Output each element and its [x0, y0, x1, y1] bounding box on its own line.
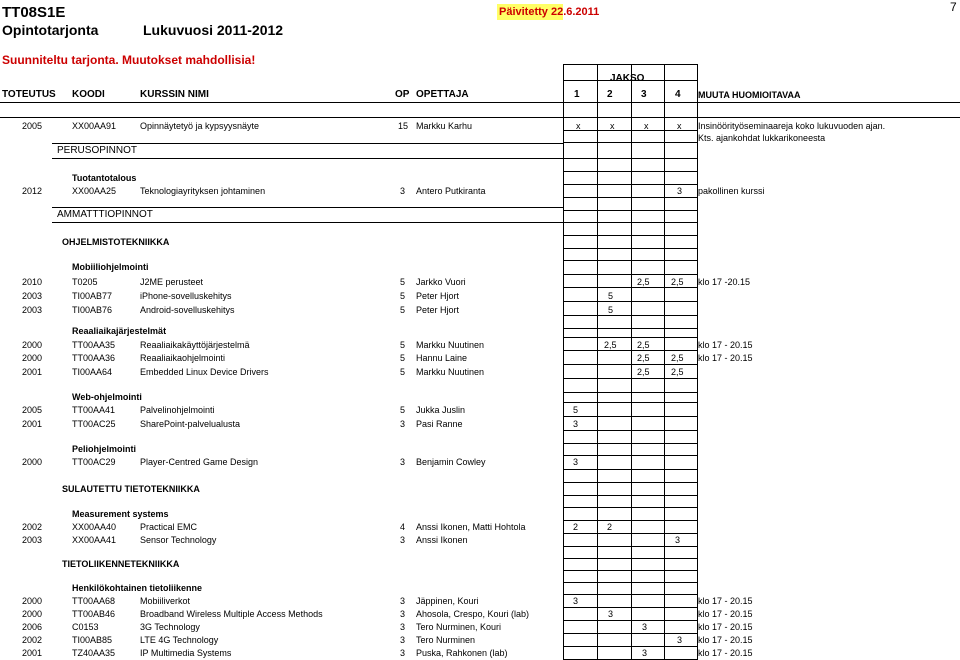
row-p4: 2,5	[671, 353, 684, 363]
row-code: T0205	[72, 277, 98, 287]
subsection-measurement: Measurement systems	[72, 509, 169, 519]
row-p3: x	[644, 121, 649, 131]
grid-line	[563, 210, 697, 211]
academic-year: Lukuvuosi 2011-2012	[143, 22, 284, 38]
row-op: 3	[400, 535, 406, 545]
row-teacher: Tero Nurminen, Kouri	[416, 622, 502, 632]
row-name: Palvelinohjelmointi	[140, 405, 215, 415]
grid-line	[563, 378, 697, 379]
grid-line	[563, 364, 697, 365]
grid-line	[563, 558, 697, 559]
row-year: 2000	[22, 457, 43, 467]
col-p2: 2	[607, 89, 613, 100]
row-op: 5	[400, 291, 406, 301]
row-teacher: Markku Nuutinen	[416, 367, 485, 377]
row-op: 5	[400, 353, 406, 363]
col-p4: 4	[675, 89, 681, 100]
grid-line	[563, 64, 697, 65]
jakso-header: JAKSO	[610, 73, 645, 84]
grid-line	[563, 469, 697, 470]
grid-line	[563, 235, 697, 236]
row-year: 2000	[22, 596, 43, 606]
row-op: 5	[400, 277, 406, 287]
row-op: 3	[400, 622, 406, 632]
col-nimi: KURSSIN NIMI	[140, 89, 209, 100]
row-note: klo 17 - 20.15	[698, 609, 753, 619]
row-note: klo 17 - 20.15	[698, 622, 753, 632]
grid-line	[563, 533, 697, 534]
row-name: Reaaliaikakäyttöjärjestelmä	[140, 340, 250, 350]
header-rule	[0, 102, 960, 103]
row-note: klo 17 - 20.15	[698, 353, 753, 363]
row-teacher: Benjamin Cowley	[416, 457, 486, 467]
row-op: 3	[400, 457, 406, 467]
row-code: TZ40AA35	[72, 648, 116, 658]
row-code: XX00AA91	[72, 121, 117, 131]
subsection-tuotantotalous: Tuotantotalous	[72, 173, 137, 183]
row-year: 2001	[22, 419, 43, 429]
col-op: OP	[395, 89, 410, 100]
row-year: 2003	[22, 305, 43, 315]
row-name: J2ME perusteet	[140, 277, 204, 287]
col-huom: MUUTA HUOMIOITAVAA	[698, 90, 801, 100]
row-name: Android-sovelluskehitys	[140, 305, 235, 315]
row-year: 2000	[22, 609, 43, 619]
grid-line	[563, 402, 697, 403]
row-note: Insinöörityöseminaareja koko lukuvuoden ajan.	[698, 121, 886, 131]
row-p3: 2,5	[637, 340, 650, 350]
grid-line	[563, 430, 697, 431]
row-code: TI00AB77	[72, 291, 113, 301]
row-code: TT00AC25	[72, 419, 116, 429]
row-year: 2010	[22, 277, 43, 287]
row-op: 3	[400, 648, 406, 658]
row-p2: 5	[608, 291, 614, 301]
row-code: TI00AB76	[72, 305, 113, 315]
row-op: 3	[400, 419, 406, 429]
row-name: Mobiiliverkot	[140, 596, 191, 606]
section-overline	[52, 143, 563, 144]
subsection-mobiili: Mobiiliohjelmointi	[72, 262, 149, 272]
row-p3: 2,5	[637, 277, 650, 287]
row-p2: x	[610, 121, 615, 131]
row-p4: x	[677, 121, 682, 131]
row-teacher: Hannu Laine	[416, 353, 468, 363]
grid-line	[563, 117, 697, 118]
row-teacher: Ahosola, Crespo, Kouri (lab)	[416, 609, 530, 619]
row-year: 2005	[22, 121, 43, 131]
row-note: klo 17 - 20.15	[698, 648, 753, 658]
row-name: SharePoint-palvelualusta	[140, 419, 241, 429]
grid-line	[563, 507, 697, 508]
grid-line	[563, 102, 697, 103]
row-p4: 3	[677, 635, 683, 645]
grid-line	[563, 455, 697, 456]
row-note: klo 17 - 20.15	[698, 340, 753, 350]
row-op: 5	[400, 305, 406, 315]
grid-line	[563, 248, 697, 249]
row-teacher: Tero Nurminen	[416, 635, 476, 645]
row-p2: 3	[608, 609, 614, 619]
row-year: 2001	[22, 648, 43, 658]
grid-line	[563, 197, 697, 198]
grid-line	[563, 620, 697, 621]
col-p3: 3	[641, 89, 647, 100]
subsection-tietoliikenne: TIETOLIIKENNETEKNIIKKA	[62, 559, 180, 569]
doc-code: TT08S1E	[2, 4, 66, 21]
row-op: 5	[400, 367, 406, 377]
doc-subtitle: Opintotarjonta	[2, 22, 99, 38]
grid-line	[563, 546, 697, 547]
subsection-henkilo: Henkilökohtainen tietoliikenne	[72, 583, 203, 593]
grid-line	[563, 520, 697, 521]
grid-line	[563, 171, 697, 172]
notice-text: Suunniteltu tarjonta. Muutokset mahdollisia!	[2, 53, 256, 67]
grid-line	[563, 337, 697, 338]
row-year: 2003	[22, 535, 43, 545]
row-code: TT00AA68	[72, 596, 116, 606]
grid-line	[563, 222, 697, 223]
row-teacher: Jäppinen, Kouri	[416, 596, 479, 606]
row-year: 2000	[22, 340, 43, 350]
row-name: LTE 4G Technology	[140, 635, 219, 645]
row-p1: x	[576, 121, 581, 131]
grid-line	[563, 142, 697, 143]
col-p1: 1	[574, 89, 580, 100]
row-p1: 2	[573, 522, 579, 532]
row-code: TT00AB46	[72, 609, 116, 619]
grid-line	[563, 350, 697, 351]
section-perusopinnot: PERUSOPINNOT	[57, 145, 138, 156]
row-note: pakollinen kurssi	[698, 186, 765, 196]
row-name: Practical EMC	[140, 522, 198, 532]
row-note: klo 17 - 20.15	[698, 596, 753, 606]
row-name: 3G Technology	[140, 622, 200, 632]
grid-line	[563, 443, 697, 444]
row-p1: 3	[573, 596, 579, 606]
row-code: TT00AA36	[72, 353, 116, 363]
row-p2: 2	[607, 522, 613, 532]
row-p4: 2,5	[671, 367, 684, 377]
row-year: 2005	[22, 405, 43, 415]
row-op: 5	[400, 405, 406, 415]
section-ammattiopinnot: AMMATTTIOPINNOT	[57, 209, 153, 220]
grid-line	[563, 301, 697, 302]
row-p3: 2,5	[637, 367, 650, 377]
row-op: 5	[400, 340, 406, 350]
row-note: klo 17 -20.15	[698, 277, 751, 287]
row-note: klo 17 - 20.15	[698, 635, 753, 645]
row-op: 3	[400, 186, 406, 196]
page-number: 7	[950, 0, 957, 14]
col-koodi: KOODI	[72, 89, 105, 100]
col-opettaja: OPETTAJA	[416, 89, 469, 100]
row-name: Player-Centred Game Design	[140, 457, 259, 467]
grid-line	[563, 416, 697, 417]
row-teacher: Pasi Ranne	[416, 419, 463, 429]
subsection-peli: Peliohjelmointi	[72, 444, 137, 454]
col-toteutus: TOTEUTUS	[2, 89, 56, 100]
grid-line	[563, 607, 697, 608]
row-p1: 5	[573, 405, 579, 415]
row-name: Reaaliaikaohjelmointi	[140, 353, 226, 363]
row-code: TT00AA41	[72, 405, 116, 415]
row-year: 2012	[22, 186, 43, 196]
row-year: 2000	[22, 353, 43, 363]
row-teacher: Anssi Ikonen, Matti Hohtola	[416, 522, 526, 532]
grid-line	[563, 570, 697, 571]
row-code: XX00AA40	[72, 522, 117, 532]
row-p3: 3	[642, 648, 648, 658]
subsection-sulautettu: SULAUTETTU TIETOTEKNIIKKA	[62, 484, 200, 494]
row-name: Sensor Technology	[140, 535, 217, 545]
row-name: iPhone-sovelluskehitys	[140, 291, 232, 301]
grid-line	[563, 158, 697, 159]
row-name: Teknologiayrityksen johtaminen	[140, 186, 266, 196]
row-teacher: Anssi Ikonen	[416, 535, 468, 545]
row-code: TT00AC29	[72, 457, 116, 467]
row-year: 2003	[22, 291, 43, 301]
grid-line	[563, 582, 697, 583]
section-underline	[52, 222, 563, 223]
grid-line	[563, 646, 697, 647]
row-code: C0153	[72, 622, 99, 632]
row-p3: 2,5	[637, 353, 650, 363]
row-year: 2002	[22, 522, 43, 532]
row-name: Embedded Linux Device Drivers	[140, 367, 269, 377]
row-teacher: Jarkko Vuori	[416, 277, 466, 287]
row-op: 3	[400, 635, 406, 645]
grid-line	[563, 80, 697, 81]
row-p2: 5	[608, 305, 614, 315]
row-teacher: Antero Putkiranta	[416, 186, 486, 196]
row-op: 15	[398, 121, 409, 131]
row-name: Opinnäytetyö ja kypsyysnäyte	[140, 121, 260, 131]
subsection-reaaliaika: Reaaliaikajärjestelmät	[72, 326, 167, 336]
section-underline	[52, 158, 563, 159]
row-note: Kts. ajankohdat lukkarikoneesta	[698, 133, 826, 143]
grid-line	[563, 482, 697, 483]
row-year: 2002	[22, 635, 43, 645]
row-op: 4	[400, 522, 406, 532]
row-p1: 3	[573, 457, 579, 467]
row-p1: 3	[573, 419, 579, 429]
grid-line	[563, 315, 697, 316]
grid-line	[563, 495, 697, 496]
row-code: TT00AA35	[72, 340, 116, 350]
row-code: TI00AA64	[72, 367, 113, 377]
row-teacher: Markku Karhu	[416, 121, 473, 131]
row-teacher: Jukka Juslin	[416, 405, 466, 415]
row-teacher: Markku Nuutinen	[416, 340, 485, 350]
row-name: Broadband Wireless Multiple Access Methods	[140, 609, 323, 619]
row-p2: 2,5	[604, 340, 617, 350]
row-p3: 3	[675, 535, 681, 545]
row-teacher: Puska, Rahkonen (lab)	[416, 648, 508, 658]
row-year: 2006	[22, 622, 43, 632]
header-rule-2	[0, 117, 960, 118]
row-p3: 3	[642, 622, 648, 632]
row-teacher: Peter Hjort	[416, 305, 460, 315]
grid-line	[563, 274, 697, 275]
row-code: XX00AA41	[72, 535, 117, 545]
row-p4: 3	[677, 186, 683, 196]
row-op: 3	[400, 596, 406, 606]
grid-line	[563, 633, 697, 634]
grid-line	[563, 260, 697, 261]
subsection-web: Web-ohjelmointi	[72, 392, 142, 402]
grid-line	[563, 184, 697, 185]
row-p4: 2,5	[671, 277, 684, 287]
row-op: 3	[400, 609, 406, 619]
grid-line	[563, 328, 697, 329]
row-name: IP Multimedia Systems	[140, 648, 232, 658]
row-teacher: Peter Hjort	[416, 291, 460, 301]
section-overline	[52, 207, 563, 208]
row-code: XX00AA25	[72, 186, 117, 196]
subsection-ohjelmistotekniikka: OHJELMISTOTEKNIIKKA	[62, 237, 170, 247]
grid-line	[563, 287, 697, 288]
updated-date: Päivitetty 22.6.2011	[499, 6, 600, 18]
grid-line	[563, 594, 697, 595]
row-code: TI00AB85	[72, 635, 113, 645]
row-year: 2001	[22, 367, 43, 377]
grid-line	[563, 392, 697, 393]
